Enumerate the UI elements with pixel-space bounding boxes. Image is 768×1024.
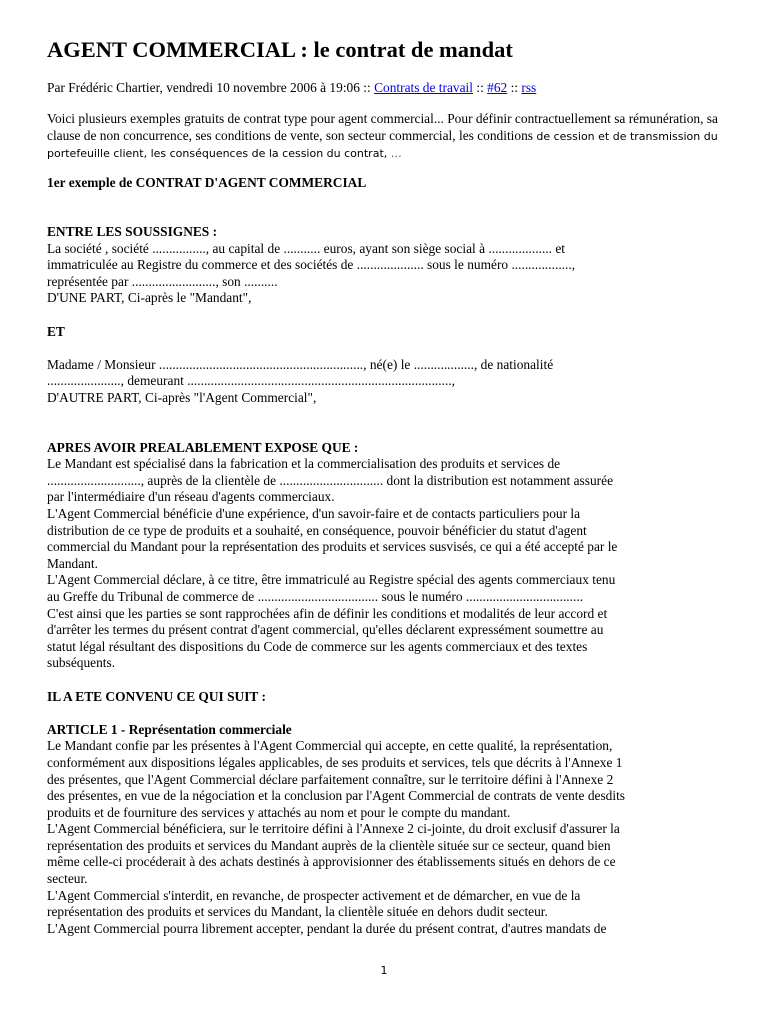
- rss-link[interactable]: rss: [521, 80, 537, 95]
- page-title: AGENT COMMERCIAL : le contrat de mandat: [47, 37, 513, 62]
- category-link[interactable]: Contrats de travail: [374, 80, 473, 95]
- post-number-link[interactable]: #62: [487, 80, 508, 95]
- text-line: des présentes, en vue de la négociation et la conclusion par l'Agent Commercial de contrats de vente desdits: [47, 788, 626, 804]
- meta-author-date: Par Frédéric Chartier, vendredi 10 novembre 2006 à 19:06 ::: [47, 80, 375, 95]
- text-line: ............................, auprès de la clientèle de ............................... dont la distribution est notamment assurée: [47, 472, 614, 488]
- text-line: immatriculée au Registre du commerce et des sociétés de .................... sous le numéro ..................,: [47, 257, 576, 273]
- text-line: représentation des produits et services du Mandant auprès de la clientèle située sur ce secteur, quand bien: [47, 837, 611, 853]
- section-heading-convenu: IL A ETE CONVENU CE QUI SUIT :: [47, 688, 266, 704]
- text-line: Madame / Monsieur ............................................................., né(e) le .................., de nationalité: [47, 356, 554, 372]
- text-line: Mandant.: [47, 555, 98, 571]
- section-heading-entre: ENTRE LES SOUSSIGNES :: [47, 224, 218, 240]
- text-line: conformément aux dispositions légales applicables, de ses produits et services, tels que décrits à l'Annexe 1: [47, 754, 623, 770]
- document-page: [47, 36, 727, 937]
- text-line: produits et de fourniture des services y attachés au nom et pour le compte du mandant.: [47, 804, 511, 820]
- text-line: L'Agent Commercial s'interdit, en revanche, de prospecter activement et de démarcher, en vue de la: [47, 887, 581, 903]
- text-line: Le Mandant est spécialisé dans la fabrication et la commercialisation des produits et services de: [47, 456, 561, 472]
- post-meta: [47, 79, 727, 96]
- section-heading-et: ET: [47, 323, 65, 339]
- intro-ellipsis: …: [387, 147, 402, 160]
- text-line: L'Agent Commercial bénéficie d'une expérience, d'un savoir-faire et de contacts particuliers pour la: [47, 506, 581, 521]
- intro-text-small: de cession et de transmission du portefeuille client, les conséquences de la cession du contrat,: [47, 129, 718, 160]
- text-line: L'Agent Commercial déclare, à ce titre, être immatriculé au Registre spécial des agents commerciaux tenu: [47, 572, 616, 588]
- text-line: même celle-ci procéderait à des achats destinés à approvisionner des établissements situés en dehors de ce: [47, 854, 616, 870]
- meta-separator: ::: [507, 80, 522, 95]
- text-line: d'arrêter les termes du présent contrat d'agent commercial, qu'elles déclarent expressément soumettre au: [47, 622, 604, 638]
- text-line: D'AUTRE PART, Ci-après "l'Agent Commercial",: [47, 390, 317, 406]
- example-heading: 1er exemple de CONTRAT D'AGENT COMMERCIAL: [47, 174, 367, 190]
- text-line: ......................, demeurant ...............................................................................,: [47, 373, 456, 389]
- text-line: L'Agent Commercial bénéficiera, sur le territoire défini à l'Annexe 2 ci-jointe, du droit exclusif d'assurer la: [47, 821, 620, 837]
- text-line: L'Agent Commercial pourra librement accepter, pendant la durée du présent contrat, d'autres mandats de: [47, 920, 607, 936]
- intro-paragraph: [47, 111, 727, 163]
- text-line: commercial du Mandant pour la représentation des produits et services susvisés, ce qui a été accepté par le: [47, 539, 618, 555]
- text-line: C'est ainsi que les parties se sont rapprochées afin de définir les conditions et modalités de leur accord et: [47, 605, 608, 621]
- text-line: subséquents.: [47, 655, 116, 671]
- text-line: au Greffe du Tribunal de commerce de .................................... sous le numéro ...................................: [47, 588, 584, 604]
- page-number: 1: [380, 964, 388, 977]
- text-line: par l'intermédiaire d'un réseau d'agents commerciaux.: [47, 489, 335, 505]
- meta-separator: ::: [473, 80, 488, 95]
- text-line: distribution de ce type de produits et a souhaité, en conséquence, pouvoir bénéficier du statut d'agent: [47, 522, 587, 538]
- text-line: représentée par ........................., son ..........: [47, 273, 278, 289]
- intro-text: Voici plusieurs exemples gratuits de contrat type pour agent commercial... Pour définir contractuellement sa rémunération, sa clause de non concurrence, ses conditions de vente, son secteur commercial, les conditions: [47, 111, 718, 143]
- text-line: Le Mandant confie par les présentes à l'Agent Commercial qui accepte, en cette qualité, la représentation,: [47, 738, 613, 754]
- text-line: La société , société ................, au capital de ........... euros, ayant son siège social à ................... et: [47, 240, 565, 256]
- article-1-heading: ARTICLE 1 - Représentation commerciale: [47, 721, 292, 737]
- text-line: statut légal résultant des dispositions du Code de commerce sur les agents commerciaux et des textes: [47, 638, 588, 654]
- text-line: représentation des produits et services du Mandant, la clientèle située en dehors dudit secteur.: [47, 904, 548, 920]
- section-heading-expose: APRES AVOIR PREALABLEMENT EXPOSE QUE :: [47, 439, 359, 455]
- text-line: des présentes, que l'Agent Commercial déclare parfaitement connaître, sur le territoire défini à l'Annexe 2: [47, 771, 614, 787]
- text-line: D'UNE PART, Ci-après le "Mandant",: [47, 290, 252, 306]
- contract-body: [47, 175, 727, 938]
- text-line: secteur.: [47, 871, 88, 887]
